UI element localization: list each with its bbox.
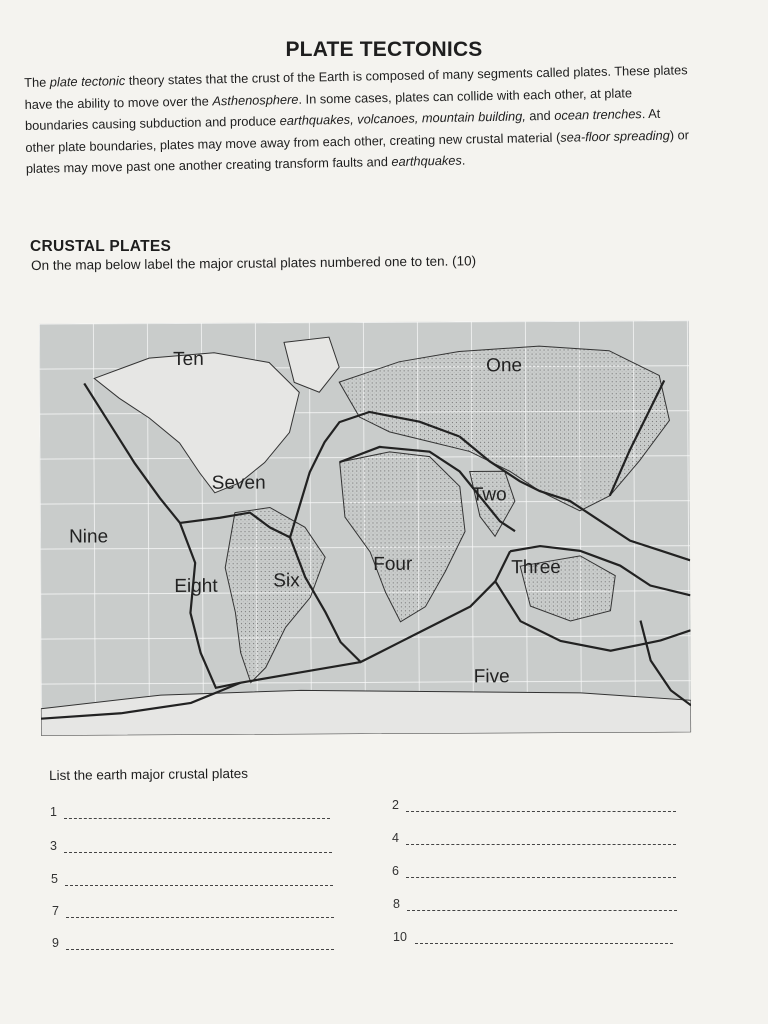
intro-term: plate tectonic [49, 73, 126, 90]
answer-row-3[interactable] [50, 835, 332, 853]
answer-number: 2 [392, 798, 399, 812]
answer-line[interactable] [406, 867, 676, 878]
plate-label-nine: Nine [68, 526, 109, 548]
answer-row-2[interactable] [392, 794, 676, 812]
intro-paragraph [24, 59, 690, 179]
intro-term: earthquakes [391, 152, 462, 169]
intro-text: The [24, 74, 50, 90]
answer-row-7[interactable] [52, 900, 334, 918]
plate-map [39, 320, 691, 735]
section-instruction: On the map below label the major crustal plates numbered one to ten. (10) [31, 253, 477, 273]
answer-row-8[interactable] [393, 893, 677, 911]
answer-number: 8 [393, 897, 400, 911]
intro-text: theory states that the crust of the Earth is composed of many segments called plates. These plates have the ability to move over the [24, 62, 688, 112]
answer-line[interactable] [66, 939, 334, 950]
answer-line[interactable] [64, 842, 332, 853]
answer-number: 3 [50, 839, 57, 853]
answer-line[interactable] [65, 875, 333, 886]
answer-line[interactable] [66, 907, 334, 918]
answer-number: 10 [393, 930, 407, 944]
answer-number: 1 [50, 805, 57, 819]
page-title: PLATE TECTONICS [285, 38, 483, 61]
answer-line[interactable] [406, 834, 676, 845]
answer-line[interactable] [415, 933, 673, 944]
intro-text: . At other plate boundaries, plates may move away from each other, creating new crustal material ( [25, 105, 661, 155]
answer-line[interactable] [406, 801, 676, 812]
plate-label-three: Three [511, 556, 561, 579]
plate-label-six: Six [273, 570, 300, 592]
plate-label-ten: Ten [173, 348, 204, 371]
plate-label-eight: Eight [174, 575, 218, 597]
answer-row-9[interactable] [52, 932, 334, 950]
plate-label-two: Two [471, 484, 507, 506]
plate-map-drawing [39, 320, 691, 735]
answer-number: 6 [392, 864, 399, 878]
intro-term: ocean trenches [554, 106, 642, 123]
intro-text: . In some cases, plates can collide with each other, at plate boundaries causing subduction and produce [24, 84, 633, 133]
answer-line[interactable] [64, 808, 330, 819]
answer-number: 5 [51, 872, 58, 886]
plate-label-five: Five [473, 666, 510, 688]
plate-label-one: One [486, 355, 523, 377]
intro-term: Asthenosphere [212, 91, 299, 108]
plate-label-four: Four [373, 553, 413, 575]
answer-number: 7 [52, 904, 59, 918]
answer-line[interactable] [407, 900, 677, 911]
answer-row-6[interactable] [392, 860, 676, 878]
intro-text: and [525, 107, 555, 124]
list-title: List the earth major crustal plates [49, 765, 248, 783]
intro-term: earthquakes, volcanoes, mountain building, [279, 108, 526, 129]
intro-text: . [461, 152, 466, 168]
intro-term: sea-floor spreading [560, 127, 670, 145]
answer-number: 9 [52, 936, 59, 950]
answer-row-1[interactable] [50, 801, 330, 819]
plate-label-seven: Seven [211, 472, 266, 494]
section-title: CRUSTAL PLATES [30, 238, 172, 255]
intro-text: ) or plates may move past one another creating transform faults and [25, 126, 690, 176]
answer-row-10[interactable] [393, 926, 673, 944]
answer-number: 4 [392, 831, 399, 845]
answer-row-4[interactable] [392, 827, 676, 845]
answer-row-5[interactable] [51, 868, 333, 886]
